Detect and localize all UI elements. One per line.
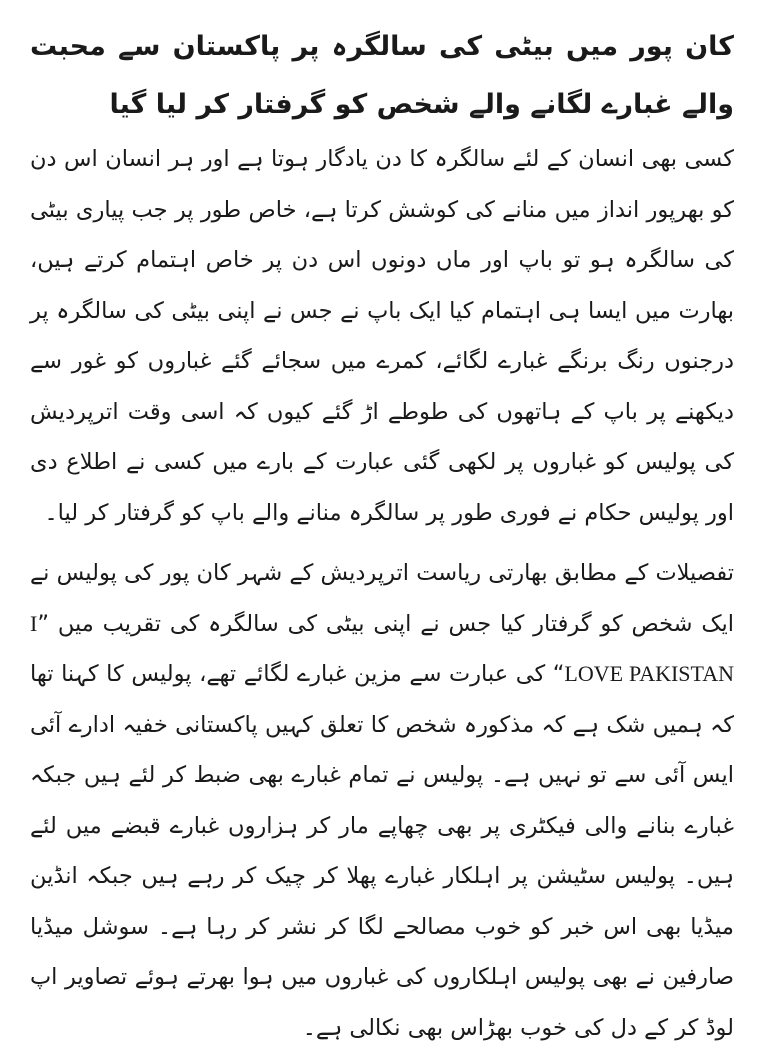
- article-paragraph-1: کسی بھی انسان کے لئے سالگرہ کا دن یادگار ہوتا ہے اور ہر انسان اس دن کو بھرپور انداز میں منانے کی کوشش کرتا ہے، خاص طور پر جب پیاری بیٹی کی سالگرہ ہو تو باپ اور ماں دونوں اس دن پر خاص اہتمام کرتے ہیں، بھارت میں ایسا ہی اہتمام کیا ایک باپ نے جس نے اپنی بیٹی کی سالگرہ پر درجنوں رنگ برنگے غبارے لگائے، کمرے میں سجائے گئے غباروں کو غور سے دیکھنے پر باپ کے ہاتھوں کی طوطے اڑ گئے کیوں کہ اسی وقت اترپردیش کی پولیس کو غباروں پر لکھی گئی عبارت کے بارے میں کسی نے اطلاع دی اور پولیس حکام نے فوری طور پر سالگرہ منانے والے باپ کو گرفتار کر لیا۔: [30, 146, 734, 526]
- paragraph-2-text-start: تفصیلات کے مطابق بھارتی ریاست اترپردیش کے شہر کان پور کی پولیس نے ایک شخص کو گرفتار کیا جس نے اپنی بیٹی کی سالگرہ کی تقریب میں ”: [30, 560, 734, 637]
- paragraph-2-text-end: “ کی عبارت سے مزین غبارے لگائے تھے، پولیس کا کہنا تھا کہ ہمیں شک ہے کہ مذکورہ شخص کا تعلق کہیں پاکستانی خفیہ ادارے آئی ایس آئی سے تو نہیں ہے۔ پولیس نے تمام غبارے بھی ضبط کر لئے ہیں جبکہ غبارے بنانے والی فیکٹری پر بھی چھاپے مار کر ہزاروں غبارے قبضے میں لئے ہیں۔ پولیس سٹیشن پر اہلکار غبارے پھلا کر چیک کر رہے ہیں جبکہ انڈین میڈیا بھی اس خبر کو خوب مصالحے لگا کر نشر کر رہا ہے۔ سوشل میڈیا صارفین نے بھی پولیس اہلکاروں کی غباروں میں ہوا بھرتے ہوئے تصاویر اپ لوڈ کر کے دل کی خوب بھڑاس بھی نکالی ہے۔: [30, 661, 734, 1041]
- english-phrase: I LOVE PAKISTAN: [30, 610, 734, 686]
- article-headline: کان پور میں بیٹی کی سالگرہ پر پاکستان سے محبت والے غبارے لگانے والے شخص کو گرفتار کر لیا گیا: [30, 31, 734, 120]
- article-paragraph-2: [30, 548, 734, 1053]
